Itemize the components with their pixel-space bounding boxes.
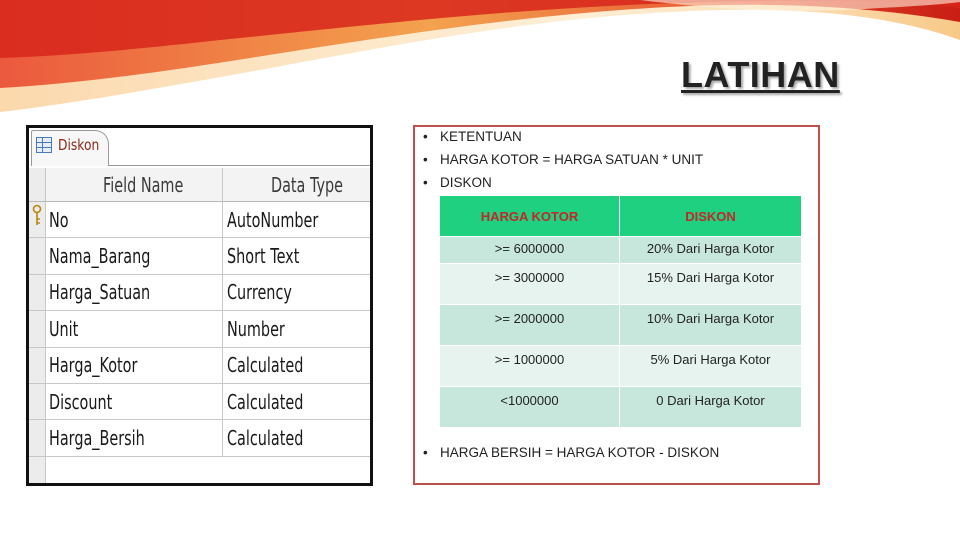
row-selector[interactable] <box>29 238 46 273</box>
data-type-cell[interactable]: Currency <box>227 280 292 305</box>
discount-cell: 10% Dari Harga Kotor <box>620 305 802 346</box>
column-divider <box>222 311 223 346</box>
data-type-cell[interactable]: AutoNumber <box>227 207 319 232</box>
table-row <box>440 237 802 264</box>
field-name-header[interactable]: Field Name <box>103 172 184 197</box>
table-tab[interactable] <box>31 130 109 166</box>
table-icon <box>36 137 52 153</box>
row-selector[interactable] <box>29 457 46 486</box>
data-type-cell[interactable]: Short Text <box>227 244 300 269</box>
threshold-cell: >= 2000000 <box>440 305 620 346</box>
column-divider <box>222 168 223 201</box>
discount-cell: 15% Dari Harga Kotor <box>620 264 802 305</box>
threshold-cell: <1000000 <box>440 387 620 428</box>
row-selector[interactable] <box>29 275 46 310</box>
rules-bullet-list <box>423 129 703 198</box>
data-type-header[interactable]: Data Type <box>271 172 344 197</box>
tab-divider <box>109 165 370 166</box>
discount-table-header <box>440 196 802 237</box>
field-name-cell[interactable]: Harga_Satuan <box>49 280 151 305</box>
table-row <box>440 346 802 387</box>
row-selector[interactable] <box>29 348 46 383</box>
column-divider <box>222 348 223 383</box>
table-row[interactable] <box>29 238 370 274</box>
row-selector[interactable] <box>29 311 46 346</box>
threshold-cell: >= 3000000 <box>440 264 620 305</box>
primary-key-icon <box>32 204 42 228</box>
table-row[interactable] <box>29 348 370 384</box>
field-name-cell[interactable]: Nama_Barang <box>49 244 151 269</box>
table-row[interactable] <box>29 275 370 311</box>
threshold-cell: >= 6000000 <box>440 237 620 264</box>
threshold-cell: >= 1000000 <box>440 346 620 387</box>
column-divider <box>222 384 223 419</box>
table-row[interactable] <box>29 384 370 420</box>
field-name-cell[interactable]: No <box>49 207 69 232</box>
field-name-cell[interactable]: Unit <box>49 316 79 341</box>
rules-box <box>413 125 820 485</box>
column-divider <box>222 275 223 310</box>
header-diskon: DISKON <box>620 196 802 237</box>
table-row[interactable] <box>29 420 370 456</box>
data-type-cell[interactable]: Number <box>227 316 285 341</box>
table-row <box>440 387 802 428</box>
slide-title: LATIHAN <box>681 54 840 95</box>
row-selector[interactable] <box>29 420 46 455</box>
discount-table <box>439 195 802 428</box>
table-row[interactable] <box>29 311 370 347</box>
row-selector[interactable] <box>29 384 46 419</box>
bullet-diskon: • DISKON <box>423 175 703 198</box>
field-grid <box>29 168 370 486</box>
table-tab-label: Diskon <box>58 136 100 154</box>
empty-row[interactable] <box>29 457 370 486</box>
data-type-cell[interactable]: Calculated <box>227 426 304 451</box>
bullet-harga-kotor-formula: • HARGA KOTOR = HARGA SATUAN * UNIT <box>423 152 703 175</box>
data-type-cell[interactable]: Calculated <box>227 353 304 378</box>
field-name-cell[interactable]: Discount <box>49 389 113 414</box>
column-divider <box>222 420 223 455</box>
table-row[interactable] <box>29 202 370 238</box>
object-tab-bar <box>29 128 370 168</box>
grid-header-row <box>29 168 370 202</box>
row-selector[interactable] <box>29 202 46 237</box>
field-name-cell[interactable]: Harga_Kotor <box>49 353 138 378</box>
header-harga-kotor: HARGA KOTOR <box>440 196 620 237</box>
discount-cell: 5% Dari Harga Kotor <box>620 346 802 387</box>
row-selector-header[interactable] <box>29 168 46 201</box>
access-design-view <box>26 125 373 486</box>
bullet-ketentuan: • KETENTUAN <box>423 129 703 152</box>
data-type-cell[interactable]: Calculated <box>227 389 304 414</box>
discount-cell: 0 Dari Harga Kotor <box>620 387 802 428</box>
bullet-harga-bersih-formula: • HARGA BERSIH = HARGA KOTOR - DISKON <box>423 445 719 460</box>
field-name-cell[interactable]: Harga_Bersih <box>49 426 145 451</box>
column-divider <box>222 202 223 237</box>
table-row <box>440 305 802 346</box>
discount-cell: 20% Dari Harga Kotor <box>620 237 802 264</box>
table-row <box>440 264 802 305</box>
column-divider <box>222 238 223 273</box>
